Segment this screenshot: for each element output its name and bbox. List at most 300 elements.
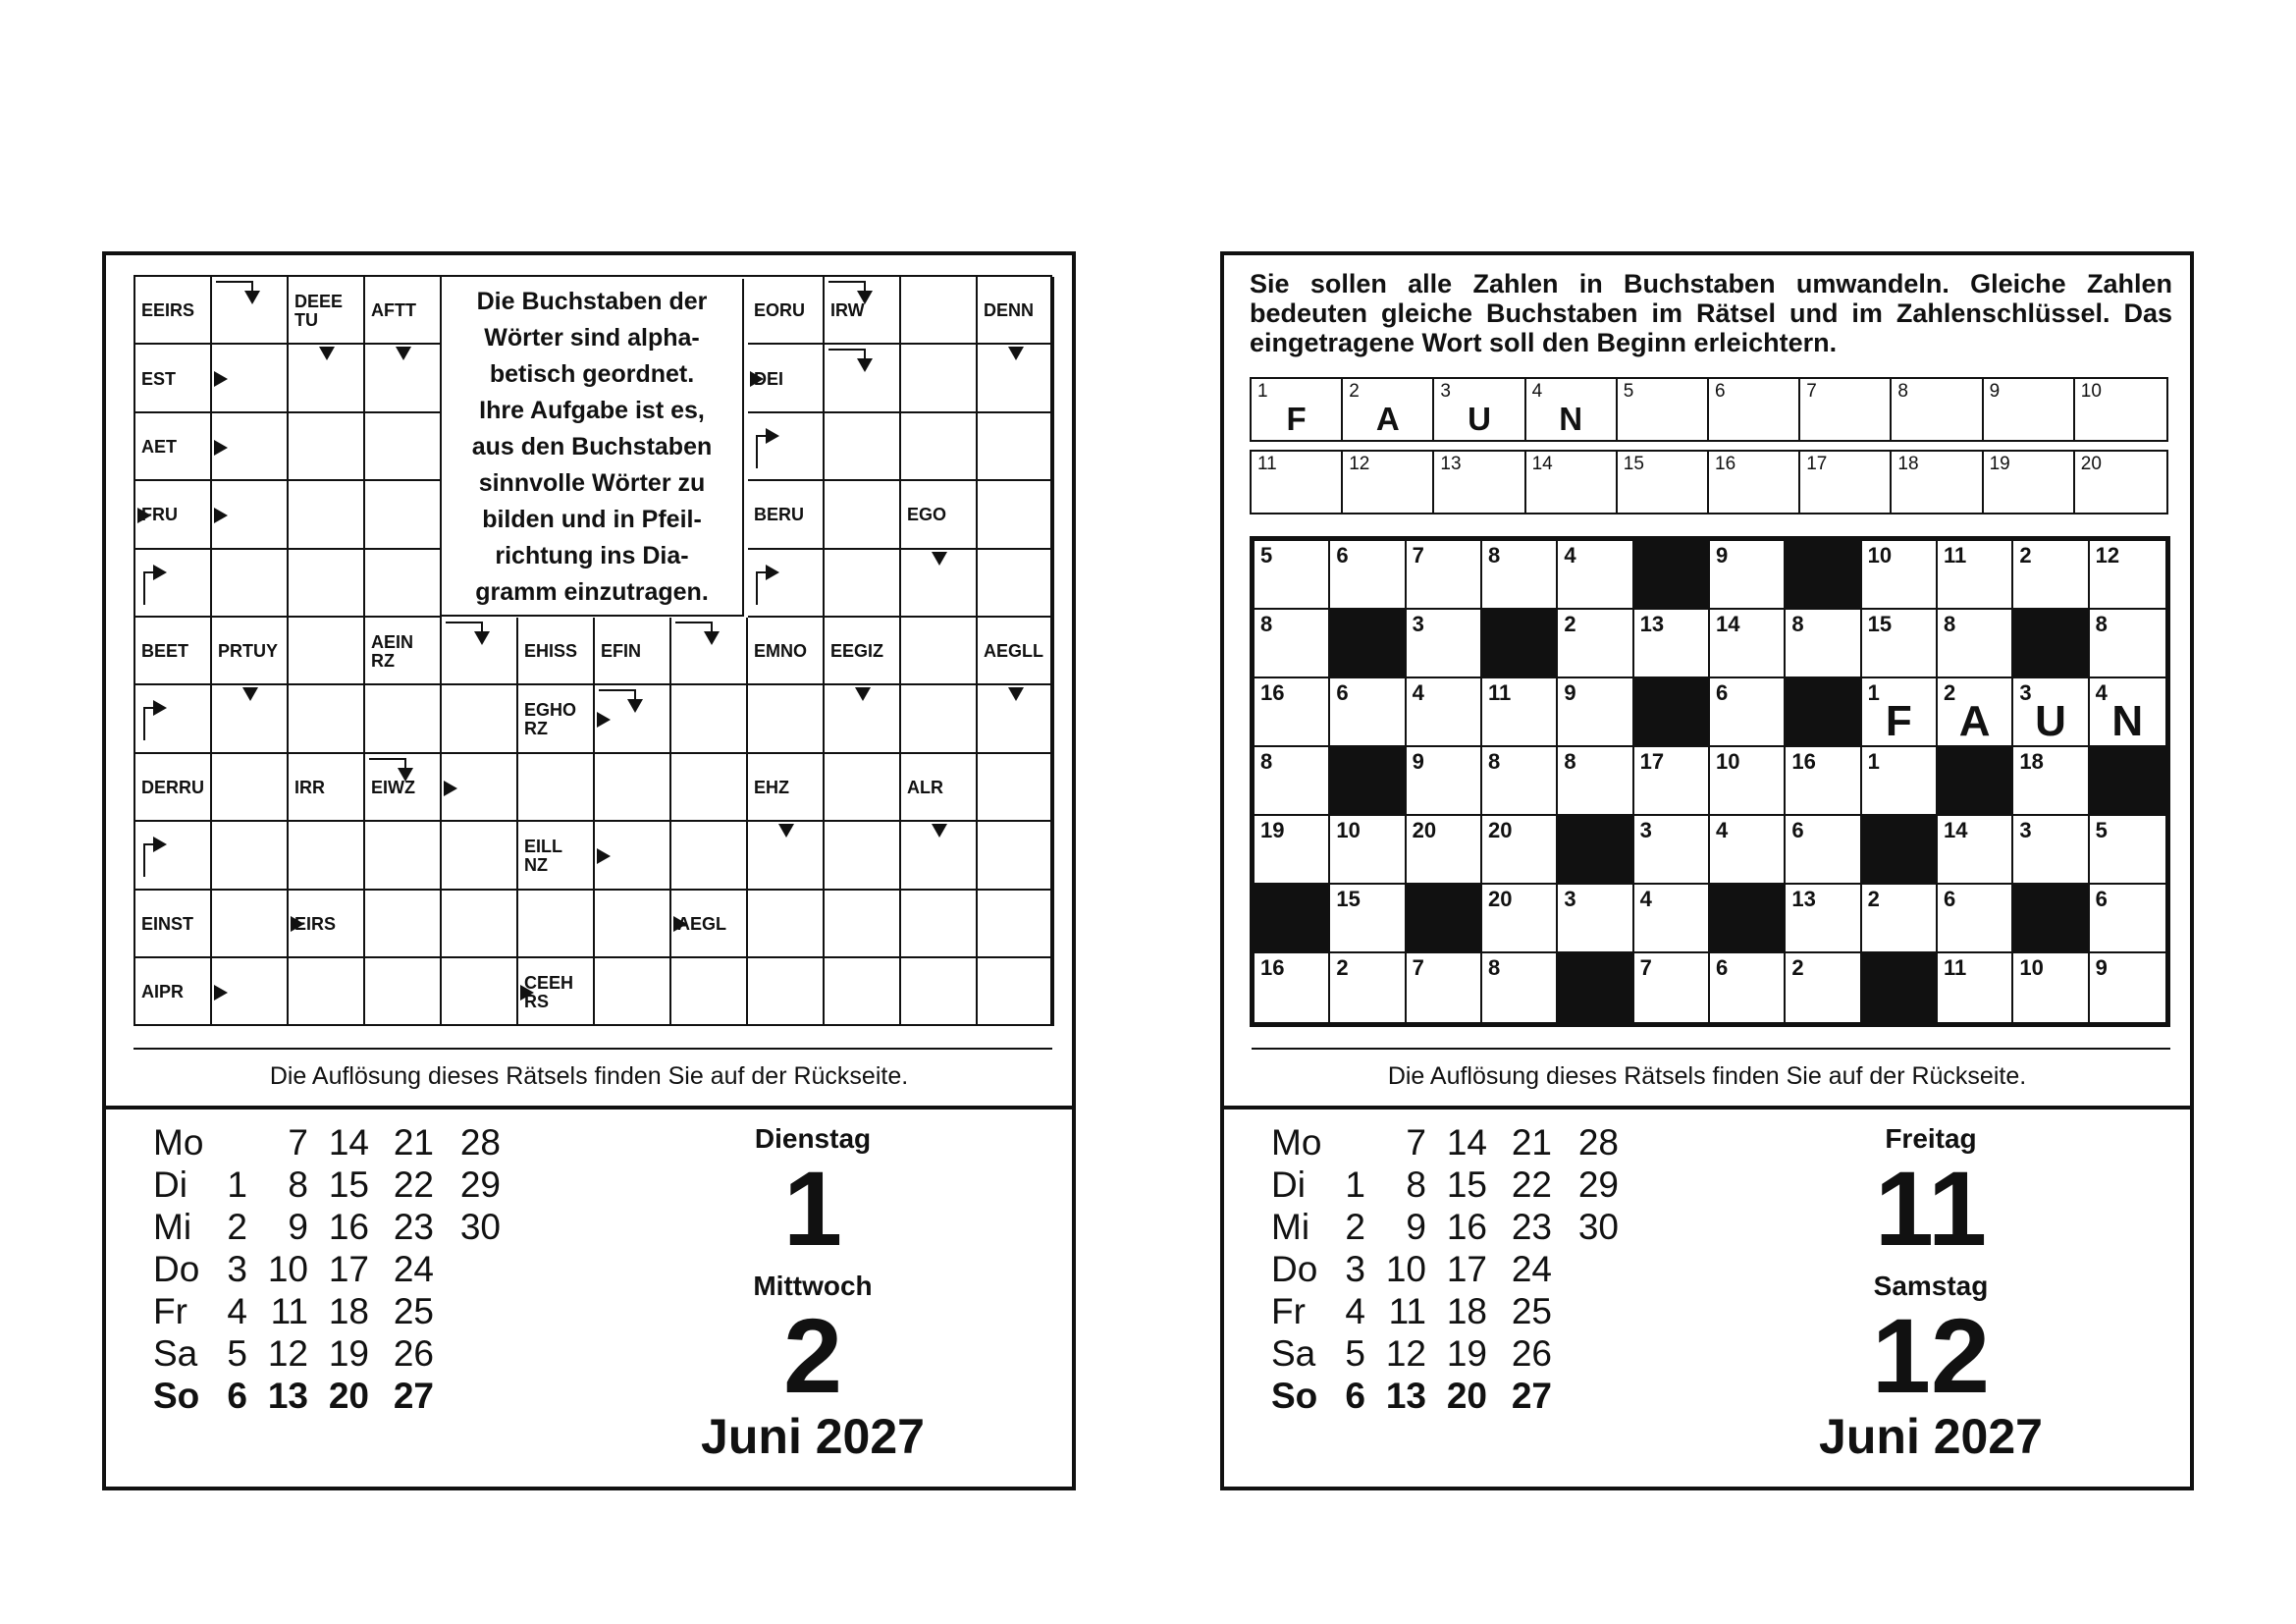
cell-number: 3 <box>2019 818 2032 842</box>
cell-number: 9 <box>2095 955 2108 980</box>
grid-cell <box>212 754 289 822</box>
key-letter: A <box>1375 401 1400 437</box>
instruction-line: aus den Buchstaben <box>471 432 713 460</box>
calendar-date: 3 <box>227 1249 247 1289</box>
weekday-name: Dienstag <box>754 1123 872 1154</box>
key-number: 12 <box>1349 454 1370 474</box>
calendar-date: 23 <box>393 1207 434 1247</box>
black-cell <box>1786 678 1861 747</box>
grid-cell <box>825 550 901 618</box>
calendar-date: 19 <box>1446 1333 1487 1374</box>
number-cell <box>2090 678 2165 747</box>
key-cell <box>1984 379 2075 440</box>
calendar-date: 15 <box>1446 1164 1487 1205</box>
day-number: 11 <box>1874 1149 1988 1268</box>
grid-cell <box>671 685 748 753</box>
number-cell <box>2013 747 2089 816</box>
calendar-week-row <box>153 1121 565 1164</box>
black-cell <box>1558 953 1633 1022</box>
elbow-arrow-icon <box>756 435 758 468</box>
elbow-arrow-line <box>634 689 636 699</box>
key-letter: U <box>1468 401 1491 437</box>
black-cell <box>1710 885 1786 953</box>
weekday-abbrev: Do <box>153 1249 200 1289</box>
cell-letter: N <box>2111 697 2144 745</box>
calendar-date: 3 <box>1345 1249 1365 1289</box>
arrow-down-icon <box>244 291 260 304</box>
weekday-abbrev: Sa <box>153 1333 198 1374</box>
grid-cell <box>978 413 1054 481</box>
number-key-row-1 <box>1250 377 2168 442</box>
clue-letters: EGHO <box>524 700 577 721</box>
cell-number: 1 <box>1867 680 1880 705</box>
elbow-arrow-line <box>864 281 866 291</box>
clue-cell <box>754 277 805 345</box>
grid-cell <box>212 891 289 958</box>
cell-number: 10 <box>1336 818 1361 842</box>
black-cell <box>2013 885 2089 953</box>
key-number: 13 <box>1440 454 1462 474</box>
number-cell <box>1482 953 1558 1022</box>
clue-letters: FRU <box>141 505 178 525</box>
clue-letters: TU <box>294 309 318 330</box>
key-number: 2 <box>1349 381 1360 402</box>
key-cell <box>2075 452 2166 513</box>
calendar-date: 24 <box>1511 1249 1552 1289</box>
grid-cell <box>365 550 442 618</box>
calendar-date: 22 <box>393 1164 434 1205</box>
calendar-date: 10 <box>267 1249 308 1289</box>
clue-cell <box>907 754 943 822</box>
number-cell <box>1482 541 1558 610</box>
cell-number: 3 <box>1412 612 1424 636</box>
calendar-date: 21 <box>1511 1122 1552 1163</box>
arrow-right-icon <box>153 837 167 852</box>
cell-number: 6 <box>2095 887 2108 911</box>
instruction-line: Wörter sind alpha- <box>484 323 700 352</box>
arrow-down-icon <box>857 358 873 372</box>
instruction-line: richtung ins Dia- <box>495 541 689 569</box>
calendar-date: 13 <box>267 1376 308 1416</box>
number-cell <box>2090 610 2165 678</box>
black-cell <box>1558 816 1633 885</box>
calendar-date: 6 <box>1345 1376 1365 1416</box>
clue-letters: BEET <box>141 641 189 662</box>
grid-cell <box>978 754 1054 822</box>
key-cell <box>1709 379 1800 440</box>
cell-number: 6 <box>1791 818 1804 842</box>
calendar-date: 19 <box>328 1333 369 1374</box>
clue-cell <box>141 413 177 481</box>
instruction-line: gramm einzutragen. <box>475 577 709 606</box>
month-mini-calendar <box>153 1121 565 1417</box>
calendar-week-row <box>153 1248 565 1290</box>
number-cell <box>1786 816 1861 885</box>
elbow-arrow-line <box>143 571 153 573</box>
grid-cell <box>748 891 825 958</box>
clue-letters: RZ <box>524 719 548 739</box>
number-cell <box>1862 885 1938 953</box>
calendar-date: 12 <box>267 1333 308 1374</box>
number-cell <box>1558 885 1633 953</box>
elbow-arrow-line <box>481 622 483 631</box>
clue-letters: EILL <box>524 836 562 856</box>
arrow-right-icon <box>766 565 779 580</box>
elbow-arrow-icon <box>675 622 711 623</box>
cell-number: 8 <box>1488 749 1501 774</box>
cell-number: 11 <box>1944 955 1967 980</box>
arrow-right-icon <box>520 985 534 1001</box>
cell-number: 10 <box>1716 749 1740 774</box>
calendar-page-left <box>102 251 1076 1490</box>
calendar-divider <box>106 1106 1072 1110</box>
clue-cell <box>984 277 1034 345</box>
number-key-row-2 <box>1250 450 2168 514</box>
clue-letters: DEI <box>754 368 784 389</box>
key-number: 6 <box>1715 381 1726 402</box>
grid-cell <box>595 958 671 1026</box>
weekday-abbrev: Mi <box>1271 1207 1310 1247</box>
elbow-arrow-line <box>404 758 406 768</box>
clue-letters: EST <box>141 368 177 389</box>
calendar-date: 26 <box>1511 1333 1552 1374</box>
key-cell <box>1709 452 1800 513</box>
grid-cell <box>978 958 1054 1026</box>
key-letter: F <box>1286 401 1307 437</box>
cell-number: 8 <box>1944 612 1956 636</box>
clue-letters: EIRS <box>294 913 337 934</box>
cell-number: 2 <box>1944 680 1956 705</box>
key-number: 5 <box>1623 381 1634 402</box>
calendar-date: 4 <box>1345 1291 1365 1331</box>
number-cell <box>1634 816 1710 885</box>
clue-letters: EORU <box>754 300 806 321</box>
elbow-arrow-icon <box>599 689 634 691</box>
cell-number: 8 <box>1488 955 1501 980</box>
elbow-arrow-line <box>756 435 766 437</box>
grid-cell <box>671 618 748 685</box>
cell-number: 20 <box>1488 887 1513 911</box>
key-cell <box>2075 379 2166 440</box>
cell-number: 5 <box>1260 543 1273 568</box>
clue-cell <box>524 822 562 890</box>
clue-cell <box>141 754 204 822</box>
calendar-date: 27 <box>1511 1376 1552 1416</box>
number-cell <box>1634 885 1710 953</box>
clue-letters: AIPR <box>141 982 185 1002</box>
black-cell <box>1862 816 1938 885</box>
grid-cell <box>212 822 289 890</box>
clue-cell <box>141 618 188 685</box>
grid-cell <box>289 958 365 1026</box>
number-cell <box>1407 747 1482 816</box>
instruction-line: sinnvolle Wörter zu <box>478 468 706 497</box>
calendar-date: 2 <box>1345 1207 1365 1247</box>
number-cell <box>1482 816 1558 885</box>
clue-cell <box>141 891 193 958</box>
elbow-arrow-line <box>251 281 253 291</box>
calendar-week-row <box>1271 1375 1683 1417</box>
clue-cell <box>141 345 176 412</box>
cell-number: 5 <box>2095 818 2108 842</box>
weekday-abbrev: Do <box>1271 1249 1318 1289</box>
cell-number: 2 <box>1336 955 1349 980</box>
key-number: 16 <box>1715 454 1736 474</box>
instruction-line: Ihre Aufgabe ist es, <box>479 396 705 424</box>
calendar-date: 21 <box>393 1122 434 1163</box>
number-crossword-grid <box>1250 536 2170 1027</box>
key-cell <box>1434 379 1525 440</box>
number-cell <box>1407 678 1482 747</box>
cell-number: 9 <box>1412 749 1424 774</box>
clue-cell <box>984 618 1043 685</box>
grid-cell <box>212 550 289 618</box>
grid-cell <box>671 754 748 822</box>
number-cell <box>1255 747 1330 816</box>
elbow-arrow-icon <box>369 758 404 760</box>
clue-letters: CEEH <box>524 972 574 993</box>
calendar-date: 5 <box>227 1333 247 1374</box>
cell-number: 2 <box>1791 955 1804 980</box>
arrow-down-icon <box>932 824 947 838</box>
key-number: 9 <box>1989 381 2001 402</box>
grid-cell <box>289 618 365 685</box>
key-number: 3 <box>1440 381 1451 402</box>
key-letter: N <box>1559 401 1583 437</box>
grid-cell <box>289 822 365 890</box>
grid-cell <box>978 481 1054 549</box>
clue-cell <box>524 618 577 685</box>
key-cell <box>1800 452 1892 513</box>
cell-number: 8 <box>1260 749 1273 774</box>
number-cell <box>2090 816 2165 885</box>
key-cell <box>1434 452 1525 513</box>
arrow-right-icon <box>214 985 228 1001</box>
clue-cell <box>141 277 194 345</box>
calendar-date: 20 <box>1446 1376 1487 1416</box>
number-cell <box>1938 885 2013 953</box>
cell-number: 2 <box>1867 887 1880 911</box>
elbow-arrow-icon <box>756 571 758 605</box>
separator-line <box>1252 1048 2170 1050</box>
grid-cell <box>365 891 442 958</box>
key-cell <box>1800 379 1892 440</box>
grid-cell <box>289 550 365 618</box>
grid-cell <box>442 958 518 1026</box>
calendar-date: 30 <box>459 1207 501 1247</box>
weekday-abbrev: Fr <box>1271 1291 1306 1331</box>
cell-number: 8 <box>1791 612 1804 636</box>
day-entry-2 <box>666 1271 960 1415</box>
clue-letters: EHZ <box>754 777 789 797</box>
grid-cell <box>365 481 442 549</box>
grid-cell <box>825 958 901 1026</box>
solution-footnote: Die Auflösung dieses Rätsels finden Sie auf der Rückseite. <box>269 1062 909 1090</box>
cell-number: 13 <box>1639 612 1665 636</box>
elbow-arrow-line <box>143 843 153 845</box>
weekday-abbrev: Mo <box>1271 1122 1322 1163</box>
number-cell <box>1938 816 2013 885</box>
cell-number: 6 <box>1944 887 1956 911</box>
grid-cell <box>365 958 442 1026</box>
black-cell <box>1862 953 1938 1022</box>
clue-letters: RZ <box>371 650 395 671</box>
grid-cell <box>135 685 212 753</box>
grid-cell <box>825 754 901 822</box>
number-cell <box>2013 678 2089 747</box>
weekday-abbrev: Mo <box>153 1122 204 1163</box>
cell-number: 16 <box>1260 680 1285 705</box>
arrow-down-icon <box>1008 687 1024 701</box>
calendar-date: 17 <box>328 1249 369 1289</box>
number-cell <box>2090 885 2165 953</box>
arrow-right-icon <box>214 440 228 456</box>
arrow-down-icon <box>627 699 643 713</box>
calendar-divider <box>1224 1106 2190 1110</box>
black-cell <box>1255 885 1330 953</box>
calendar-date: 12 <box>1385 1333 1426 1374</box>
calendar-date: 25 <box>1511 1291 1552 1331</box>
calendar-week-row <box>153 1206 565 1248</box>
key-cell <box>1343 379 1434 440</box>
month-year-label: Juni 2027 <box>701 1409 925 1464</box>
arrow-right-icon <box>750 371 764 387</box>
number-cell <box>1938 678 2013 747</box>
arrow-down-icon <box>319 347 335 360</box>
cell-number: 10 <box>1867 543 1893 568</box>
elbow-arrow-icon <box>828 349 864 351</box>
clue-letters: BERU <box>754 505 805 525</box>
grid-cell <box>901 413 978 481</box>
cell-number: 4 <box>1412 680 1424 705</box>
number-cell <box>1710 953 1786 1022</box>
grid-cell <box>595 891 671 958</box>
calendar-week-row <box>153 1290 565 1332</box>
day-entry-1 <box>666 1123 960 1268</box>
weekday-abbrev: Di <box>1271 1164 1306 1205</box>
number-cell <box>1634 610 1710 678</box>
number-cell <box>1558 541 1633 610</box>
key-cell <box>1252 379 1343 440</box>
weekday-abbrev: Mi <box>153 1207 192 1247</box>
grid-cell <box>901 618 978 685</box>
cell-number: 3 <box>2019 680 2032 705</box>
calendar-date: 6 <box>227 1376 247 1416</box>
number-cell <box>1482 885 1558 953</box>
grid-cell <box>825 891 901 958</box>
grid-cell <box>518 754 595 822</box>
clue-letters: EMNO <box>754 641 807 662</box>
number-cell <box>1938 541 2013 610</box>
elbow-arrow-icon <box>828 281 864 283</box>
key-number: 19 <box>1989 454 2010 474</box>
black-cell <box>1330 747 1406 816</box>
elbow-arrow-icon <box>143 707 145 740</box>
number-cell <box>1710 610 1786 678</box>
clue-letters: RS <box>524 991 550 1011</box>
clue-letters: EEIRS <box>141 300 195 321</box>
calendar-page-right <box>1220 251 2194 1490</box>
clue-cell <box>754 754 789 822</box>
cell-number: 4 <box>1564 543 1576 568</box>
cell-number: 8 <box>1564 749 1576 774</box>
cell-number: 16 <box>1260 955 1285 980</box>
cell-number: 14 <box>1944 818 1968 842</box>
calendar-date: 17 <box>1446 1249 1487 1289</box>
elbow-arrow-line <box>711 622 713 631</box>
grid-cell <box>595 754 671 822</box>
clue-letters: PRTUY <box>218 641 279 662</box>
calendar-date: 10 <box>1385 1249 1426 1289</box>
cell-number: 9 <box>1716 543 1729 568</box>
arrow-right-icon <box>153 565 167 580</box>
calendar-date: 24 <box>393 1249 434 1289</box>
cell-number: 4 <box>1639 887 1652 911</box>
number-cell <box>1862 610 1938 678</box>
cell-number: 8 <box>2095 612 2108 636</box>
calendar-date: 1 <box>1345 1164 1365 1205</box>
grid-cell <box>135 822 212 890</box>
calendar-week-row <box>1271 1248 1683 1290</box>
grid-cell <box>978 550 1054 618</box>
clue-cell <box>601 618 641 685</box>
cell-number: 8 <box>1488 543 1501 568</box>
key-number: 18 <box>1897 454 1919 474</box>
grid-cell <box>901 685 978 753</box>
cell-number: 18 <box>2019 749 2044 774</box>
cell-number: 7 <box>1412 543 1424 568</box>
cell-number: 2 <box>1564 612 1576 636</box>
calendar-week-row <box>1271 1121 1683 1164</box>
number-cell <box>1407 610 1482 678</box>
clue-letters: DERRU <box>141 777 205 797</box>
grid-cell <box>442 618 518 685</box>
clue-letters: IRR <box>294 777 325 797</box>
arrow-down-icon <box>398 768 413 782</box>
calendar-date: 25 <box>393 1291 434 1331</box>
clue-cell <box>371 754 415 822</box>
calendar-date: 29 <box>459 1164 501 1205</box>
arrow-right-icon <box>444 781 457 796</box>
number-cell <box>1330 885 1406 953</box>
clue-cell <box>141 958 184 1026</box>
number-cell <box>1938 610 2013 678</box>
number-cell <box>2013 953 2089 1022</box>
clue-cell <box>830 618 883 685</box>
cell-number: 8 <box>1260 612 1273 636</box>
cell-letter: U <box>2035 697 2066 745</box>
number-cell <box>1558 610 1633 678</box>
number-cell <box>1330 953 1406 1022</box>
grid-cell <box>901 891 978 958</box>
black-cell <box>1407 885 1482 953</box>
arrow-down-icon <box>1008 347 1024 360</box>
day-number: 1 <box>782 1149 843 1268</box>
calendar-date: 16 <box>1446 1207 1487 1247</box>
arrow-down-icon <box>242 687 258 701</box>
key-cell <box>1343 452 1434 513</box>
cell-number: 3 <box>1564 887 1576 911</box>
puzzle-instructions <box>442 279 744 617</box>
cell-number: 20 <box>1412 818 1437 842</box>
day-number: 2 <box>782 1296 843 1415</box>
calendar-date: 22 <box>1511 1164 1552 1205</box>
calendar-date: 1 <box>227 1164 247 1205</box>
elbow-arrow-icon <box>216 281 251 283</box>
clue-letters: NZ <box>524 854 548 875</box>
clue-letters: EGO <box>907 505 947 525</box>
clue-cell <box>524 685 576 753</box>
